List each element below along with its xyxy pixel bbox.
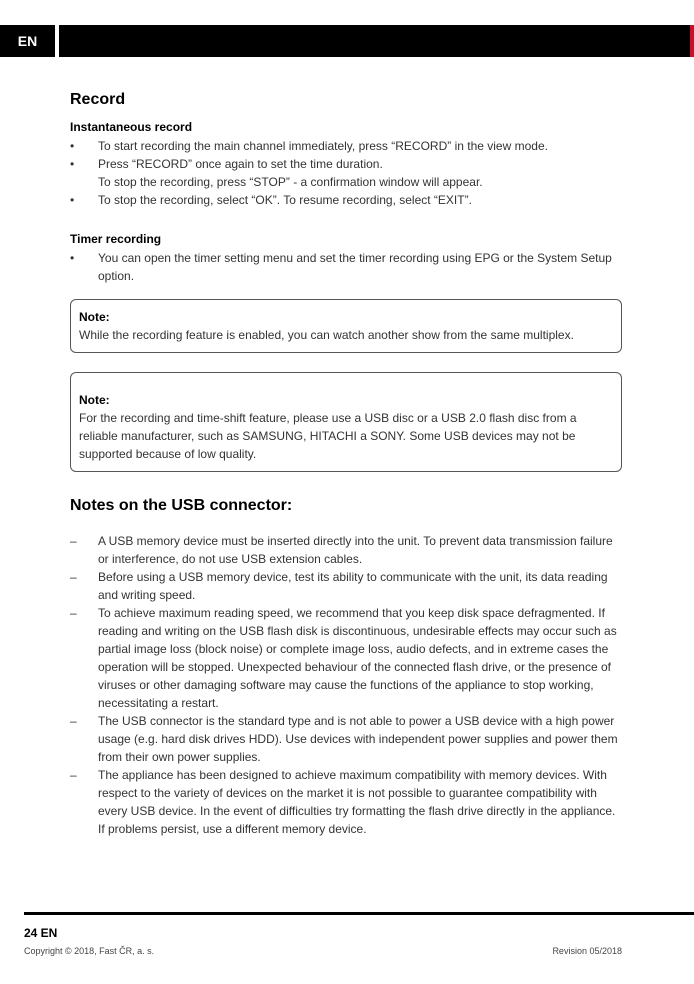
language-tab: EN bbox=[0, 25, 55, 57]
subsection-title-instantaneous: Instantaneous record bbox=[70, 120, 193, 134]
note-text: While the recording feature is enabled, you can watch another show from the same multiplex. bbox=[79, 328, 574, 342]
revision-text: Revision 05/2018 bbox=[552, 946, 622, 956]
note-text: For the recording and time-shift feature, please use a USB disc or a USB 2.0 flash disc from a reliable manufacturer, such as SAMSUNG, HITACHI a SONY. Some USB devices may not be supported because of low quality. bbox=[79, 411, 577, 461]
bullet-marker: • bbox=[70, 139, 75, 153]
header-accent bbox=[690, 25, 694, 57]
dash-marker: – bbox=[70, 768, 77, 782]
section-title-record: Record bbox=[70, 91, 126, 108]
dash-marker: – bbox=[70, 606, 77, 620]
timer-record-list bbox=[70, 249, 622, 285]
dash-marker: – bbox=[70, 534, 77, 548]
bullet-marker: • bbox=[70, 193, 75, 207]
usb-notes-list bbox=[70, 532, 622, 838]
note-box bbox=[70, 299, 622, 353]
copyright-text: Copyright © 2018, Fast ČR, a. s. bbox=[24, 946, 155, 956]
note-box bbox=[70, 372, 622, 472]
page-number: 24 EN bbox=[24, 926, 58, 940]
section-title-usb: Notes on the USB connector: bbox=[70, 497, 293, 514]
subsection-title-timer: Timer recording bbox=[70, 232, 162, 246]
list-item: – The appliance has been designed to achieve maximum compatibility with memory devices. With respect to the variety of devices on the market it is not possible to guarantee compatibility with every USB device. In the event of difficulties try formatting the flash drive directly in the appliance. If problems persist, use a different memory device. bbox=[70, 768, 616, 836]
dash-marker: – bbox=[70, 570, 77, 584]
note-title: Note: bbox=[79, 393, 110, 407]
dash-marker: – bbox=[70, 714, 77, 728]
instant-record-list bbox=[70, 137, 622, 209]
list-item: • To start recording the main channel immediately, press “RECORD” in the view mode. bbox=[70, 139, 548, 153]
page-content bbox=[70, 90, 622, 838]
bullet-marker: • bbox=[70, 251, 75, 265]
list-item: • To stop the recording, select “OK”. To resume recording, select “EXIT”. bbox=[70, 193, 472, 207]
header-bar bbox=[0, 25, 694, 57]
bullet-marker: • bbox=[70, 157, 75, 171]
list-item: – Before using a USB memory device, test its ability to communicate with the unit, its data reading and writing speed. bbox=[70, 570, 608, 602]
list-item: – A USB memory device must be inserted directly into the unit. To prevent data transmission failure or interference, do not use USB extension cables. bbox=[70, 534, 613, 566]
list-item: – To achieve maximum reading speed, we recommend that you keep disk space defragmented. If reading and writing on the USB flash disk is discontinuous, undesirable effects may occur such as partial image loss (block noise) or complete image loss, audio defects, and in extreme cases the operation will be stopped. Unexpected behaviour of the connected flash drive, or the presence of viruses or other damaging software may cause the functions of the appliance to stop working, necessitating a restart. bbox=[70, 606, 617, 710]
list-item: • Press “RECORD” once again to set the time duration. bbox=[70, 157, 383, 171]
note-title: Note: bbox=[79, 310, 110, 324]
header-band bbox=[59, 25, 690, 57]
list-item: • You can open the timer setting menu and set the timer recording using EPG or the System Setup option. bbox=[70, 251, 612, 283]
list-item: To stop the recording, press “STOP” - a confirmation window will appear. bbox=[98, 175, 483, 189]
footer-divider bbox=[24, 912, 694, 915]
list-item: – The USB connector is the standard type and is not able to power a USB device with a high power usage (e.g. hard disk drives HDD). Use devices with independent power supplies and power them from their own power supplies. bbox=[70, 714, 618, 764]
